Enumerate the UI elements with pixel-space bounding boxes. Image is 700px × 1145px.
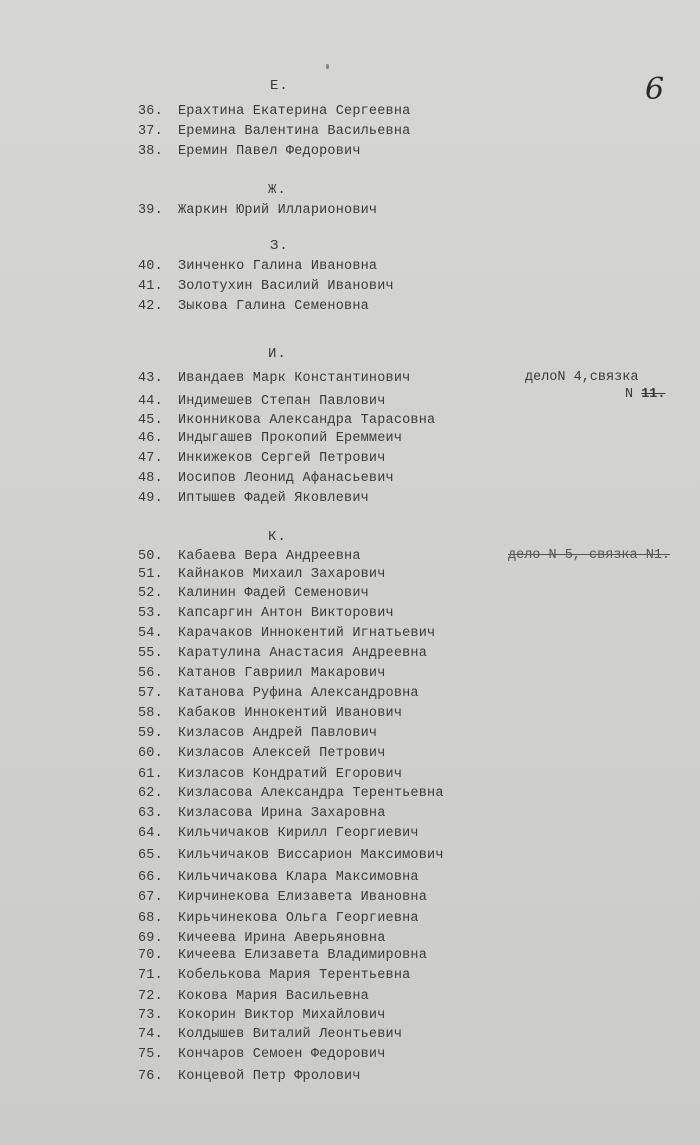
list-item: 59. Кизласов Андрей Павлович xyxy=(138,726,378,741)
list-item: 69. Кичеева Ирина Аверьяновна xyxy=(138,931,386,946)
list-item: 54. Карачаков Иннокентий Игнатьевич xyxy=(138,626,436,641)
section-letter-i: И. xyxy=(268,346,287,362)
list-item: 49. Иптышев Фадей Яковлевич xyxy=(138,491,369,506)
section-letter-zh: Ж. xyxy=(268,182,287,198)
page-number: 6 xyxy=(645,72,665,107)
list-item: 53. Капсаргин Антон Викторович xyxy=(138,606,394,621)
list-item: 47. Инкижеков Сергей Петрович xyxy=(138,451,386,466)
list-item: 42. Зыкова Галина Семеновна xyxy=(138,299,369,314)
list-item: 41. Золотухин Василий Иванович xyxy=(138,279,394,294)
section-letter-z: З. xyxy=(270,238,289,254)
list-item: 68. Кирьчинекова Ольга Георгиевна xyxy=(138,911,419,926)
list-item: 66. Кильчичакова Клара Максимовна xyxy=(138,870,419,885)
section-letter-e: Е. xyxy=(270,78,289,94)
list-item: 74. Колдышев Виталий Леонтьевич xyxy=(138,1027,403,1042)
list-item: 60. Кизласов Алексей Петрович xyxy=(138,746,386,761)
list-item: 76. Концевой Петр Фролович xyxy=(138,1069,361,1084)
list-item: 72. Кокова Мария Васильевна xyxy=(138,989,369,1004)
list-item: 52. Калинин Фадей Семенович xyxy=(138,586,369,601)
list-item: 37. Еремина Валентина Васильевна xyxy=(138,124,411,139)
paper-speck xyxy=(326,64,329,69)
section-letter-k: К. xyxy=(268,529,287,545)
list-item: 51. Кайнаков Михаил Захарович xyxy=(138,567,386,582)
list-item: 45. Иконникова Александра Тарасовна xyxy=(138,413,436,428)
list-item: 38. Еремин Павел Федорович xyxy=(138,144,361,159)
list-item: 44. Индимешев Степан Павлович xyxy=(138,394,386,409)
archive-note-bundle: N 11. xyxy=(625,387,666,402)
list-item: 65. Кильчичаков Виссарион Максимович xyxy=(138,848,444,863)
list-item: 73. Кокорин Виктор Михайлович xyxy=(138,1008,386,1023)
list-item: 40. Зинченко Галина Ивановна xyxy=(138,259,378,274)
list-item: 58. Кабаков Иннокентий Иванович xyxy=(138,706,403,721)
list-item: 71. Кобелькова Мария Терентьевна xyxy=(138,968,411,983)
archive-note: делоN 4,связка xyxy=(525,370,639,385)
list-item: 75. Кончаров Семоен Федорович xyxy=(138,1047,386,1062)
list-item: 43. Ивандаев Марк Константинович xyxy=(138,371,411,386)
list-item: 46. Индыгашев Прокопий Ереммеич xyxy=(138,431,403,446)
list-item: 70. Кичеева Елизавета Владимировна xyxy=(138,948,428,963)
list-item: 55. Каратулина Анастасия Андреевна xyxy=(138,646,428,661)
archive-note-struck: дело N 5, связка N1. xyxy=(508,548,671,563)
list-item: 61. Кизласов Кондратий Егорович xyxy=(138,767,403,782)
list-item: 62. Кизласова Александра Терентьевна xyxy=(138,786,444,801)
list-item: 36. Ерахтина Екатерина Сергеевна xyxy=(138,104,411,119)
list-item: 67. Кирчинекова Елизавета Ивановна xyxy=(138,890,428,905)
list-item: 56. Катанов Гавриил Макарович xyxy=(138,666,386,681)
list-item: 57. Катанова Руфина Александровна xyxy=(138,686,419,701)
list-item: 48. Иосипов Леонид Афанасьевич xyxy=(138,471,394,486)
list-item: 63. Кизласова Ирина Захаровна xyxy=(138,806,386,821)
list-item: 64. Кильчичаков Кирилл Георгиевич xyxy=(138,826,419,841)
list-item: 50. Кабаева Вера Андреевна xyxy=(138,549,361,564)
list-item: 39. Жаркин Юрий Илларионович xyxy=(138,203,378,218)
